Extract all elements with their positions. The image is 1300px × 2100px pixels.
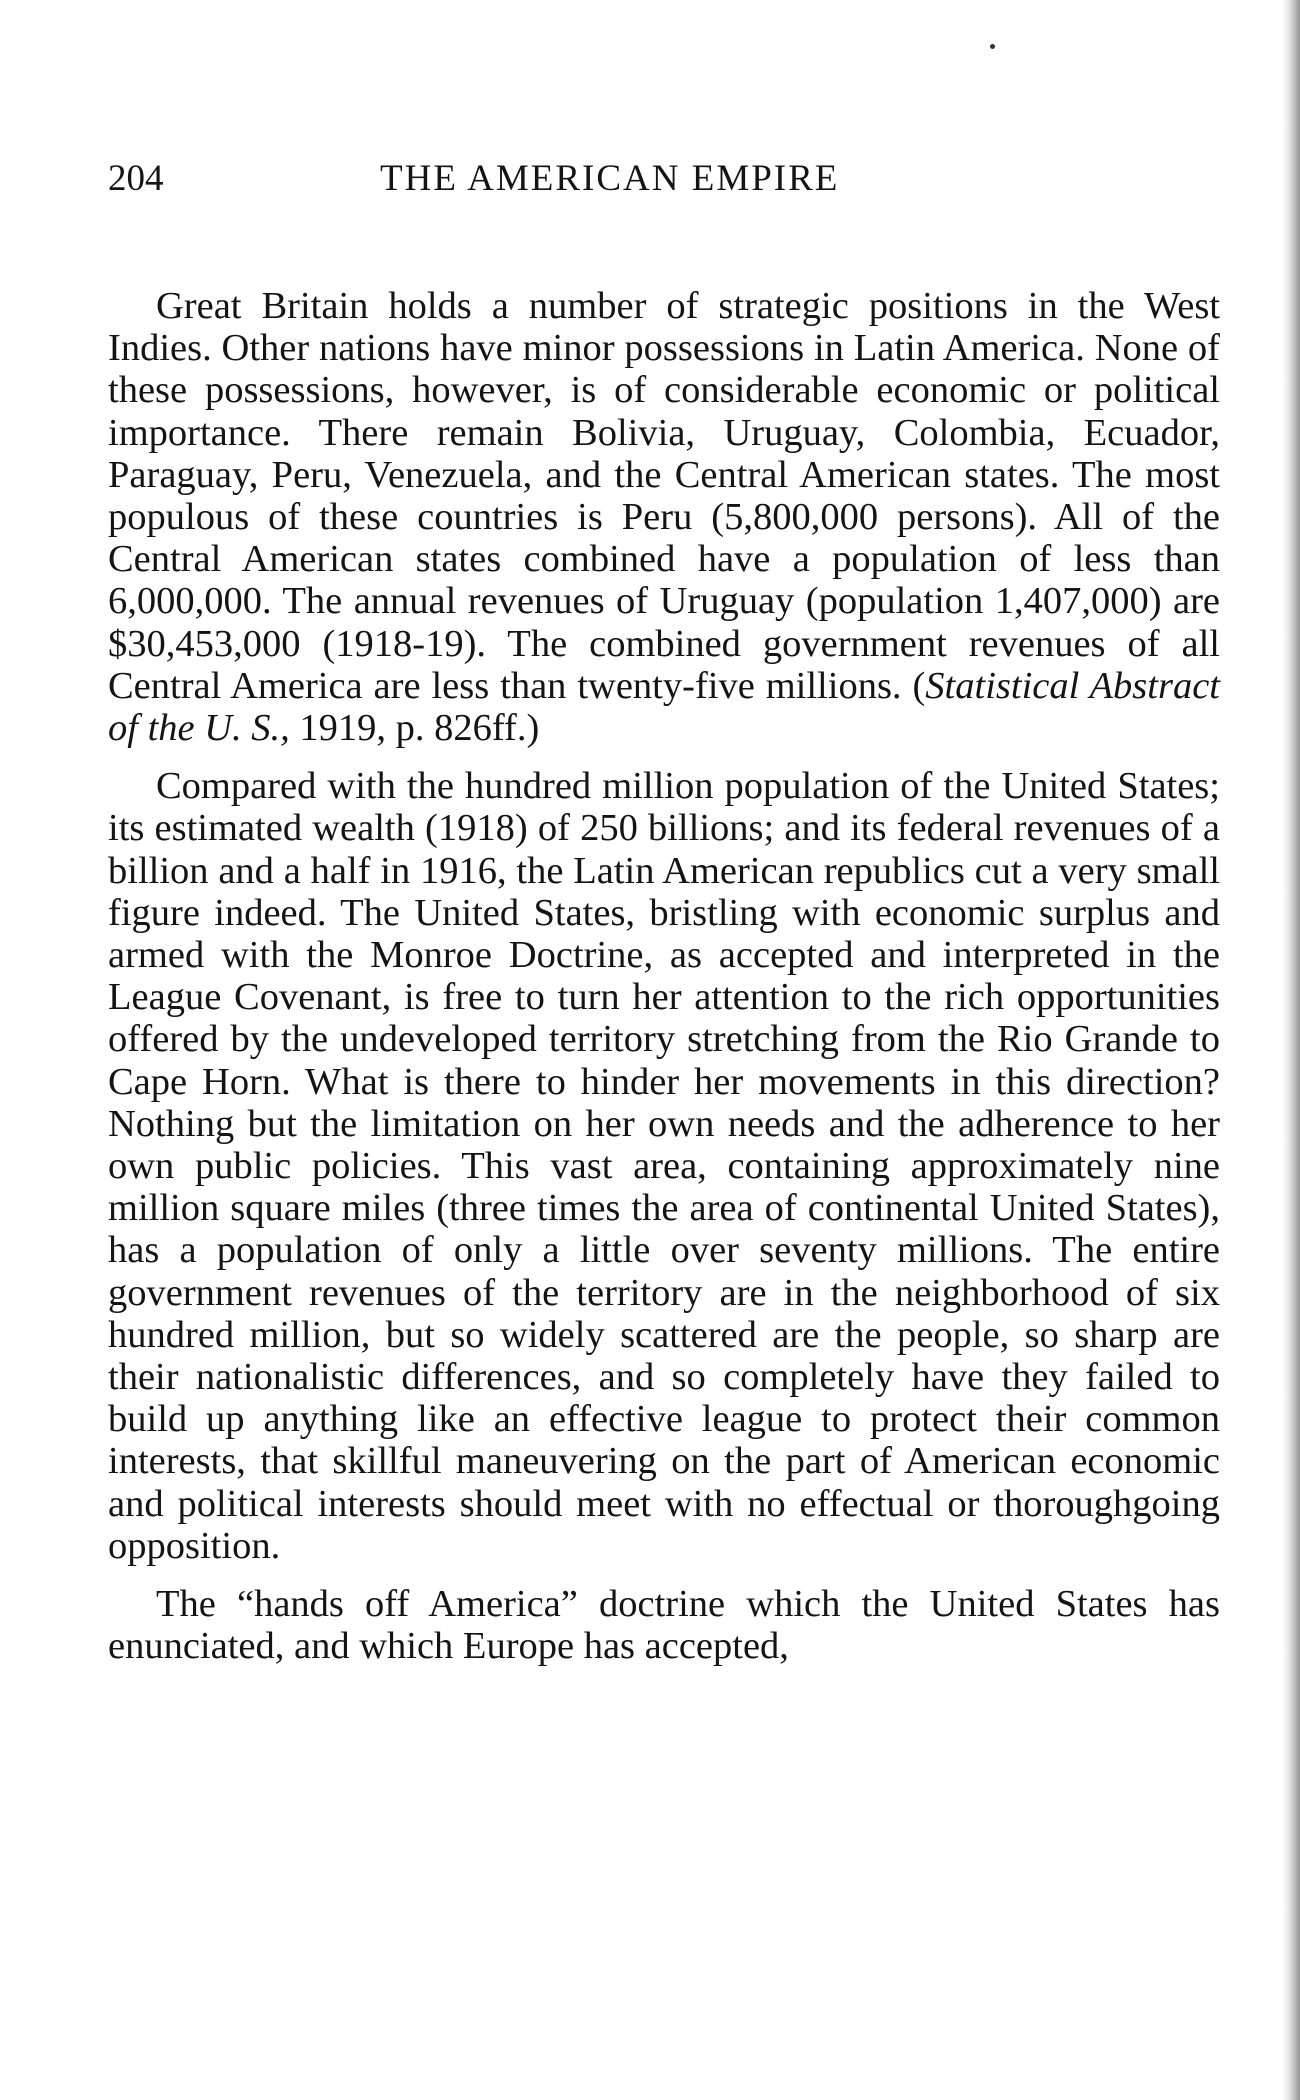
body-text <box>108 285 1220 1668</box>
ink-speck <box>990 44 995 49</box>
paragraph-2: Compared with the hundred million population of the United States; its estimated wealth (1918) of 250 billions; and its federal revenues of a billion and a half in 1916, the Latin American republics cut a very small figure indeed. The United States, bristling with economic surplus and armed with the Monroe Doctrine, as accepted and interpreted in the League Covenant, is free to turn her attention to the rich opportunities offered by the undeveloped territory stretching from the Rio Grande to Cape Horn. What is there to hinder her movements in this direction? Nothing but the limitation on her own needs and the adherence to her own public policies. This vast area, containing approximately nine million square miles (three times the area of continental United States), has a population of only a little over seventy millions. The entire government revenues of the territory are in the neighborhood of six hundred million, but so widely scattered are the people, so sharp are their nationalistic differences, and so completely have they failed to build up anything like an effective league to protect their common interests, that skillful maneuvering on the part of American economic and political interests should meet with no effectual or thoroughgoing opposition. <box>108 765 1220 1567</box>
page-edge-shadow <box>1282 0 1300 2100</box>
paragraph-1-text: Great Britain holds a number of strategic positions in the West Indies. Other nations have minor possessions in Latin America. None of these possessions, however, is of considerable economic or political importance. There remain Bolivia, Uruguay, Colombia, Ecuador, Paraguay, Peru, Venezuela, and the Central American states. The most populous of these countries is Peru (5,800,000 persons). All of the Central American states combined have a population of less than 6,000,000. The annual revenues of Uruguay (population 1,407,000) are $30,453,000 (1918-19). The combined government revenues of all Central America are less than twenty-five millions. ( <box>108 285 1220 707</box>
paragraph-3: The “hands off America” doctrine which the United States has enunciated, and which Europe has accepted, <box>108 1583 1220 1668</box>
running-title: THE AMERICAN EMPIRE <box>380 158 840 199</box>
paragraph-1-text-end: 1919, p. 826ff.) <box>289 707 540 750</box>
citation-italic: Statistical Abstract of the U. S., <box>108 664 1220 750</box>
paragraph-1 <box>108 285 1220 749</box>
page-header <box>108 155 1218 215</box>
page-number: 204 <box>108 158 164 199</box>
